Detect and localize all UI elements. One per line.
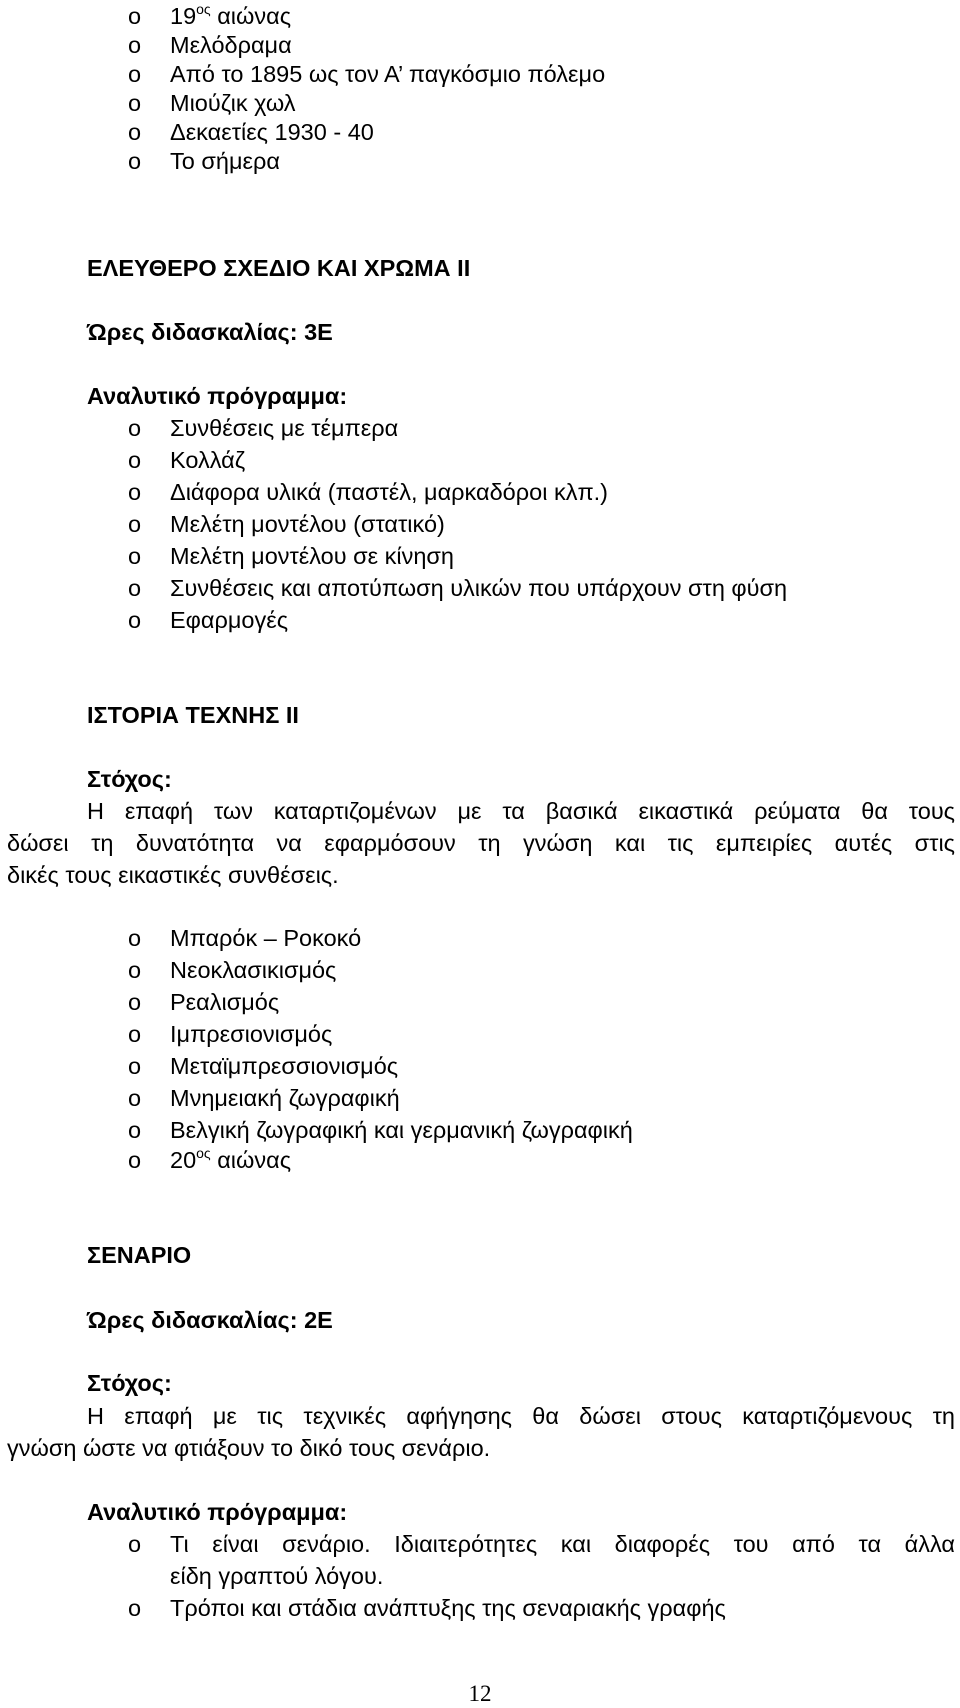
bullet-marker: o xyxy=(128,1147,142,1173)
list-item: Κολλάζ xyxy=(170,447,246,473)
bullet-marker: o xyxy=(128,957,142,983)
goal-paragraph-line: δικές τους εικαστικές συνθέσεις. xyxy=(7,862,339,888)
list-item: Μελέτη μοντέλου σε κίνηση xyxy=(170,543,454,569)
list-item: Μεταϊμπρεσσιονισμός xyxy=(170,1053,399,1079)
teaching-hours: Ώρες διδασκαλίας: 2Ε xyxy=(87,1307,333,1333)
goal-label: Στόχος: xyxy=(87,766,172,792)
page-number: 12 xyxy=(468,1681,492,1706)
teaching-hours: Ώρες διδασκαλίας: 3Ε xyxy=(87,319,333,345)
bullet-marker: o xyxy=(128,119,142,145)
bullet-marker: o xyxy=(128,61,142,87)
list-item: Από το 1895 ως τον Α’ παγκόσμιο πόλεμο xyxy=(170,61,606,87)
bullet-marker: o xyxy=(128,989,142,1015)
bullet-marker: o xyxy=(128,1117,142,1143)
list-item: Συνθέσεις με τέμπερα xyxy=(170,415,399,441)
bullet-marker: o xyxy=(128,575,142,601)
list-item: Εφαρμογές xyxy=(170,607,289,633)
goal-paragraph-line: Η επαφή με τις τεχνικές αφήγησης θα δώσει στους καταρτιζόμενους τη xyxy=(87,1403,955,1429)
bullet-marker: o xyxy=(128,32,142,58)
bullet-marker: o xyxy=(128,925,142,951)
list-item: Νεοκλασικισμός xyxy=(170,957,337,983)
bullet-marker: o xyxy=(128,447,142,473)
bullet-marker: o xyxy=(128,1531,142,1557)
bullet-marker: o xyxy=(128,90,142,116)
bullet-marker: o xyxy=(128,1053,142,1079)
bullet-marker: o xyxy=(128,1085,142,1111)
list-item: Μπαρόκ – Ροκοκό xyxy=(170,925,362,951)
bullet-marker: o xyxy=(128,479,142,505)
list-item: Συνθέσεις και αποτύπωση υλικών που υπάρχουν στη φύση xyxy=(170,575,788,601)
list-item: Διάφορα υλικά (παστέλ, μαρκαδόροι κλπ.) xyxy=(170,479,609,505)
list-item: Μελέτη μοντέλου (στατικό) xyxy=(170,511,445,537)
bullet-marker: o xyxy=(128,148,142,174)
list-item: Μελόδραμα xyxy=(170,32,292,58)
section-title-screenplay: ΣΕΝΑΡΙΟ xyxy=(87,1242,192,1268)
bullet-marker: o xyxy=(128,415,142,441)
list-item: Το σήμερα xyxy=(170,148,280,174)
bullet-marker: o xyxy=(128,607,142,633)
list-item: Μιούζικ χωλ xyxy=(170,90,296,116)
list-item: Δεκαετίες 1930 - 40 xyxy=(170,119,374,145)
section-title-freehand: ΕΛΕΥΘΕΡΟ ΣΧΕΔΙΟ ΚΑΙ ΧΡΩΜΑ ΙΙ xyxy=(87,255,471,281)
list-item: Μνημειακή ζωγραφική xyxy=(170,1085,400,1111)
list-item: Ρεαλισμός xyxy=(170,989,280,1015)
goal-paragraph-line: γνώση ώστε να φτιάξουν το δικό τους σενάριο. xyxy=(7,1435,491,1461)
bullet-marker: o xyxy=(128,3,142,29)
goal-paragraph-line: δώσει τη δυνατότητα να εφαρμόσουν τη γνώση και τις εμπειρίες αυτές στις xyxy=(7,830,955,856)
list-item: Τρόποι και στάδια ανάπτυξης της σεναριακής γραφής xyxy=(170,1595,726,1621)
bullet-marker: o xyxy=(128,1021,142,1047)
goal-label: Στόχος: xyxy=(87,1370,172,1396)
list-item: Βελγική ζωγραφική και γερμανική ζωγραφική xyxy=(170,1117,633,1143)
goal-paragraph-line: Η επαφή των καταρτιζομένων με τα βασικά εικαστικά ρεύματα θα τους xyxy=(87,798,955,824)
bullet-marker: o xyxy=(128,543,142,569)
syllabus-heading: Αναλυτικό πρόγραμμα: xyxy=(87,383,348,409)
list-item: $19^{o\varsigma}$ αιώνας xyxy=(170,1,292,29)
bullet-marker: o xyxy=(128,1595,142,1621)
bullet-marker: o xyxy=(128,511,142,537)
list-item: Ιμπρεσιονισμός xyxy=(170,1021,333,1047)
list-item: $20^{o\varsigma}$ αιώνας xyxy=(170,1145,292,1173)
syllabus-heading: Αναλυτικό πρόγραμμα: xyxy=(87,1499,348,1525)
list-item: Τι είναι σενάριο. Ιδιαιτερότητες και διαφορές του από τα άλλα xyxy=(170,1531,955,1557)
section-title-art-history: ΙΣΤΟΡΙΑ ΤΕΧΝΗΣ ΙΙ xyxy=(87,702,299,728)
list-item-continuation: είδη γραπτού λόγου. xyxy=(170,1563,384,1589)
